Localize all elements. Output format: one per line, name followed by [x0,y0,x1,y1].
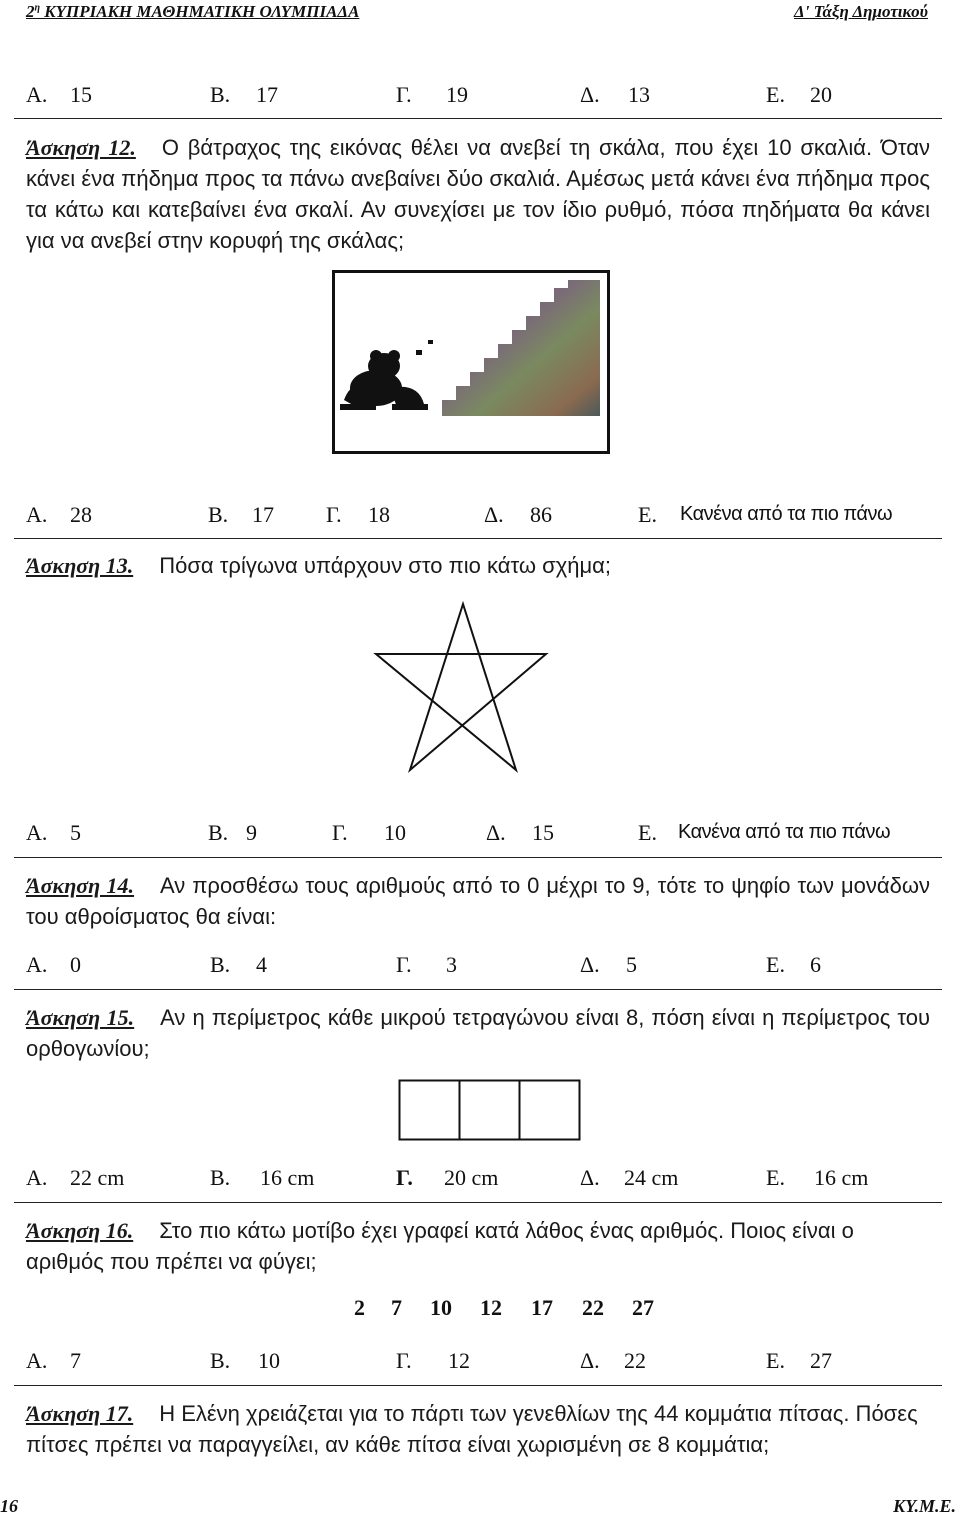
option-a-value: 7 [70,1348,81,1373]
option-d-value: 86 [530,502,552,527]
sequence-number: 12 [480,1295,502,1320]
option-d-label: Δ. [484,502,504,527]
option-e-value: Κανένα από τα πιο πάνω [680,503,893,525]
exercise-label: Άσκηση 13. [26,553,134,578]
divider [14,1202,942,1203]
option-c-label: Γ. [396,1348,412,1373]
option-b-label: Β. [210,1348,231,1373]
exercise-14 [26,870,930,932]
footer-org: ΚΥ.Μ.Ε. [893,1496,956,1516]
option-a-label: Α. [26,502,48,527]
option-c-label: Γ. [326,502,342,527]
option-b-value: 16 cm [260,1165,315,1190]
option-c-value: 20 cm [444,1165,499,1190]
sequence-number: 17 [531,1295,553,1320]
option-e-label: Ε. [638,820,657,845]
option-e-label: Ε. [638,502,657,527]
q15-answers [26,1165,936,1195]
q13-answers [26,820,936,850]
option-d-label: Δ. [580,1348,600,1373]
frog-stairs-figure [332,270,610,454]
option-b-value: 9 [246,820,257,845]
option-b-label: Β. [208,820,229,845]
option-c-label: Γ. [396,82,412,107]
exercise-17 [26,1398,930,1460]
option-a-value: 28 [70,502,92,527]
option-b-value: 4 [256,952,267,977]
option-a-label: Α. [26,82,48,107]
exercise-text: Η Ελένη χρειάζεται για το πάρτι των γενεθλίων της 44 κομμάτια πίτσας. Πόσες πίτσες πρέπει να παραγγείλει, αν κάθε πίτσα είναι χωρισμένη σε 8 κομμάτια; [26,1401,918,1457]
exercise-label: Άσκηση 16. [26,1218,134,1243]
rectangle [400,1081,580,1140]
option-c-label: Γ. [396,952,412,977]
exercise-label: Άσκηση 17. [26,1401,134,1426]
sequence-number: 22 [582,1295,604,1320]
option-d-value: 22 [624,1348,646,1373]
option-b-label: Β. [210,952,231,977]
pentagram [376,604,546,770]
option-a-value: 15 [70,82,92,107]
divider [14,989,942,990]
option-d-label: Δ. [580,1165,600,1190]
option-a-label: Α. [26,1165,48,1190]
option-a-label: Α. [26,952,48,977]
option-e-value: 6 [810,952,821,977]
sequence-number: 7 [391,1295,402,1320]
option-c-value: 10 [384,820,406,845]
option-e-value: 27 [810,1348,832,1373]
option-e-label: Ε. [766,82,785,107]
exercise-text: Ο βάτραχος της εικόνας θέλει να ανεβεί τη σκάλα, που έχει 10 σκαλιά. Όταν κάνει ένα πήδημα προς τα πάνω ανεβαίνει δύο σκαλιά. Αμέσως μετά κάνει ένα πήδημα προς τα κάτω και κατεβαίνει ένα σκαλί. Αν συνεχίσει με τον ίδιο ρυθμό, πόσα πηδήματα θα κάνει για να ανεβεί στην κορυφή της σκάλας; [26,135,931,253]
q12-answers [26,502,936,532]
exercise-13 [26,550,930,581]
option-d-label: Δ. [486,820,506,845]
option-e-label: Ε. [766,1348,785,1373]
option-e-value: 20 [810,82,832,107]
option-d-value: 5 [626,952,637,977]
option-c-label: Γ. [396,1165,413,1190]
exercise-15 [26,1002,930,1064]
option-a-value: 0 [70,952,81,977]
option-a-label: Α. [26,1348,48,1373]
sequence-number: 27 [632,1295,654,1320]
q16-answers [26,1348,936,1378]
option-b-value: 17 [256,82,278,107]
header-grade: Δ' Τάξη Δημοτικού [794,2,928,21]
option-b-label: Β. [210,82,231,107]
option-a-value: 5 [70,820,81,845]
option-c-value: 12 [448,1348,470,1373]
option-d-value: 13 [628,82,650,107]
option-d-value: 15 [532,820,554,845]
exercise-label: Άσκηση 15. [26,1005,135,1030]
option-a-label: Α. [26,820,48,845]
exercise-text: Αν προσθέσω τους αριθμούς από το 0 μέχρι το 9, τότε το ψηφίο των μονάδων του αθροίσματος θα είναι: [26,873,930,929]
option-d-value: 24 cm [624,1165,679,1190]
page-number: 16 [0,1496,18,1516]
option-c-value: 18 [368,502,390,527]
exercise-12 [26,132,930,256]
option-c-value: 3 [446,952,457,977]
option-e-value: Κανένα από τα πιο πάνω [678,821,891,843]
sequence-number: 10 [430,1295,452,1320]
exercise-label: Άσκηση 14. [26,873,135,898]
option-e-value: 16 cm [814,1165,869,1190]
option-b-value: 17 [252,502,274,527]
q11-answers [26,82,936,112]
header-title: $2^\eta$ ΚΥΠΡΙΑΚΗ ΜΑΘΗΜΑΤΙΚΗ ΟΛΥΜΠΙΑΔΑ [26,2,360,21]
exercise-label: Άσκηση 12. [26,135,136,160]
divider [14,538,942,539]
option-e-label: Ε. [766,1165,785,1190]
option-b-label: Β. [208,502,229,527]
option-e-label: Ε. [766,952,785,977]
exercise-text: Στο πιο κάτω μοτίβο έχει γραφεί κατά λάθος ένας αριθμός. Ποιος είναι ο αριθμός που πρέπει να φύγει; [26,1218,854,1274]
option-b-label: Β. [210,1165,231,1190]
divider [14,118,942,119]
option-c-label: Γ. [332,820,348,845]
q14-answers [26,952,936,982]
divider [14,1385,942,1386]
option-b-value: 10 [258,1348,280,1373]
rectangle-of-squares-figure [398,1079,582,1141]
option-a-value: 22 cm [70,1165,125,1190]
exercise-text: Πόσα τρίγωνα υπάρχουν στο πιο κάτω σχήμα; [159,553,612,578]
pentagram-figure [370,600,560,776]
exercise-text: Αν η περίμετρος κάθε μικρού τετραγώνου είναι 8, πόση είναι η περίμετρος του ορθογωνίου; [26,1005,931,1061]
divider [14,857,942,858]
sequence-number: 2 [354,1295,365,1320]
option-c-value: 19 [446,82,468,107]
option-d-label: Δ. [580,952,600,977]
option-d-label: Δ. [580,82,600,107]
exercise-16 [26,1215,930,1277]
